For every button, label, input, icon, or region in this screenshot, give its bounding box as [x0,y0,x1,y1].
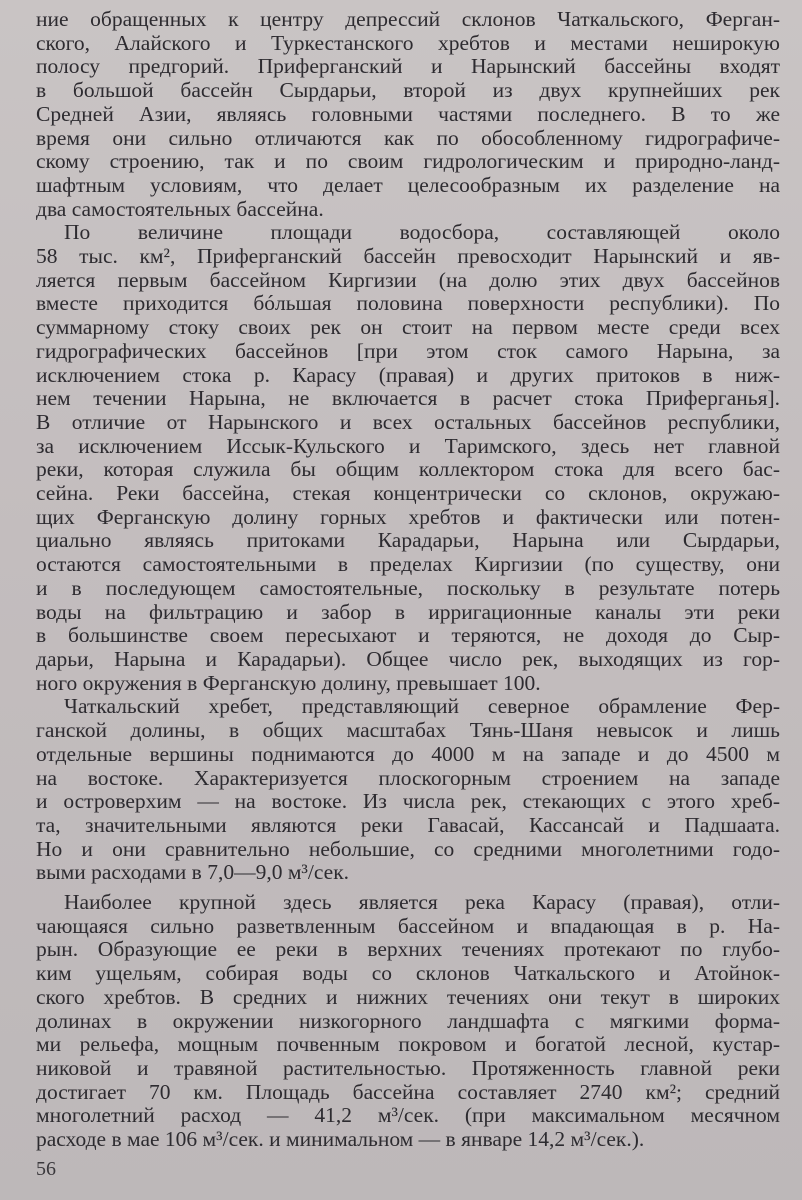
text-line: два самостоятельных бассейна. [36,196,324,221]
text-line: та, значительными являются реки Гавасай, Кассансай и Падшаата. [36,812,780,837]
text-line: остаются самостоятельными в пределах Киргизии (по существу, они [36,552,780,577]
text-line: в большинстве своем пересыхают и теряются, не доходя до Сыр- [36,623,780,648]
paragraph-2 [36,221,780,695]
text-line: чающаяся сильно разветвленным бассейном и впадающая в р. На- [36,913,780,938]
text-line: Средней Азии, являясь головными частями последнего. В то же [36,101,780,126]
text-line: и в последующем самостоятельные, поскольку в результате потерь [36,575,780,600]
text-line: ким ущельям, собирая воды со склонов Чаткальского и Атойнок- [36,961,780,986]
text-line: ние обращенных к центру депрессий склонов Чаткальского, Ферган- [36,7,780,31]
text-line: воды на фильтрацию и забор в ирригационные каналы эти реки [36,599,780,624]
text-line: в большой бассейн Сырдарьи, второй из двух крупнейших рек [36,78,780,103]
text-line: ного окружения в Ферганскую долину, превышает 100. [36,670,541,695]
text-line: никовой и травяной растительностью. Протяженность главной реки [36,1055,780,1080]
text-line: вместе приходится бóльшая половина поверхности республики). По [36,291,780,316]
text-line: скому строению, так и по своим гидрологическим и природно-ланд- [36,149,780,174]
text-line: ганской долины, в общих масштабах Тянь-Шаня невысок и лишь [36,718,780,743]
text-line: отдельные вершины поднимаются до 4000 м на западе и до 4500 м [36,741,780,766]
text-line: и островерхим — на востоке. Из числа рек, стекающих с этого хреб- [36,789,780,814]
text-line: выми расходами в 7,0—9,0 м³/сек. [36,860,350,885]
text-line: ляется первым бассейном Киргизии (на долю этих двух бассейнов [36,267,780,292]
text-line: достигает 70 км. Площадь бассейна составляет 2740 км²; средний [36,1079,780,1104]
text-line: нем течении Нарына, не включается в расчет стока Приферганья]. [36,386,780,411]
text-line: суммарному стоку своих рек он стоит на первом месте среди всех [36,315,780,340]
text-line: время они сильно отличаются как по обособленному гидрографиче- [36,125,780,150]
text-line: циально являясь притоками Карадарьи, Нарына или Сырдарьи, [36,528,780,553]
text-line: долинах в окружении низкогорного ландшафта с мягкими форма- [36,1008,780,1033]
text-line: Наиболее крупной здесь является река Карасу (правая), отли- [64,890,780,915]
text-line: Но и они сравнительно небольшие, со средними многолетними годо- [36,836,780,861]
text-line: По величине площади водосбора, составляющей около [64,220,780,245]
text-line: многолетний расход — 41,2 м³/сек. (при максимальном месячном [36,1103,780,1128]
text-line: гидрографических бассейнов [при этом сток самого Нарына, за [36,338,780,363]
text-line: полосу предгорий. Приферганский и Нарынский бассейны входят [36,54,780,79]
text-line: сейна. Реки бассейна, стекая концентрически со склонов, окружаю- [36,481,780,506]
text-line: расходе в мае 106 м³/сек. и минимальном — в январе 14,2 м³/сек.). [36,1127,645,1152]
text-line: за исключением Иссык-Кульского и Таримского, здесь нет главной [36,433,780,458]
text-line: дарьи, Нарына и Карадарьи). Общее число рек, выходящих из гор- [36,646,780,671]
text-line: ского, Алайского и Туркестанского хребтов и местами неширокую [36,30,780,55]
text-line: исключением стока р. Карасу (правая) и других притоков в ниж- [36,362,780,387]
page-number: 56 [36,1158,56,1180]
text-line: ми рельефа, мощным почвенным покровом и богатой лесной, кустар- [36,1032,780,1057]
text-line: 58 тыс. км², Приферганский бассейн превосходит Нарынский и яв- [36,244,780,269]
paragraph-1 [36,8,780,221]
text-line: реки, которая служила бы общим коллектором стока для всего бас- [36,457,780,482]
text-line: на востоке. Характеризуется плоскогорным строением на западе [36,765,780,790]
text-line: Чаткальский хребет, представляющий северное обрамление Фер- [64,694,780,719]
paragraph-3 [36,695,780,885]
text-line: ского хребтов. В средних и нижних течениях они текут в широких [36,984,780,1009]
text-line: щих Ферганскую долину горных хребтов и фактически или потен- [36,504,780,529]
text-line: рын. Образующие ее реки в верхних течениях протекают по глубо- [36,937,780,962]
text-line: шафтным условиям, что делает целесообразным их разделение на [36,172,780,197]
text-line: В отличие от Нарынского и всех остальных бассейнов республики, [36,409,780,434]
paragraph-4 [36,891,780,1152]
